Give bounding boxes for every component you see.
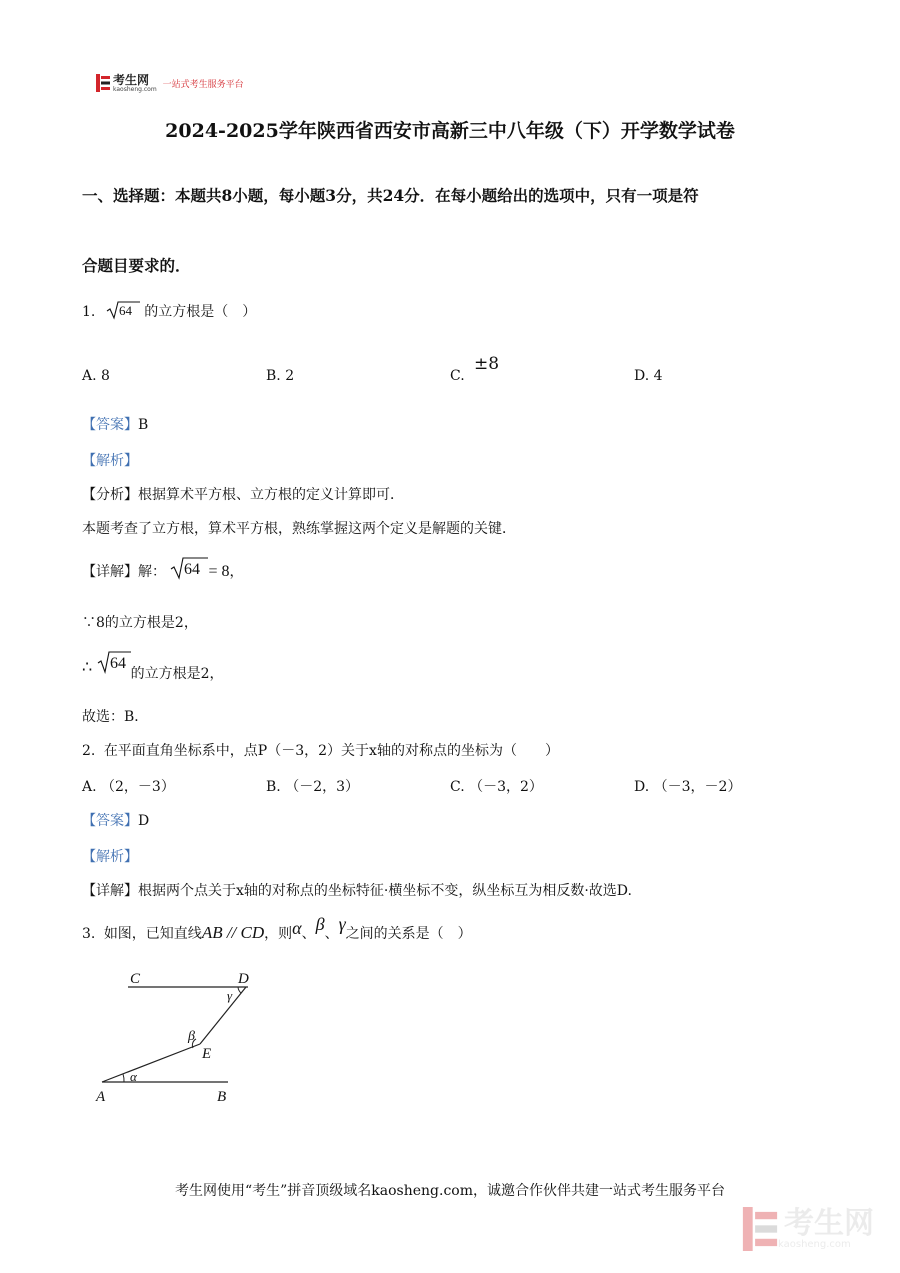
header-logo — [96, 72, 244, 94]
q3-number: 3. — [82, 926, 96, 942]
sqrt-sign-icon — [97, 650, 131, 674]
q1-detail-prefix: 解： — [138, 564, 166, 580]
q1-because-line — [82, 612, 198, 632]
q1-detail-radicand: 64 — [184, 561, 201, 578]
q2-stem-text: 在平面直角坐标系中，点P（－3，2）关于x轴的对称点的坐标为（ ） — [103, 743, 559, 759]
q1-therefore-radicand: 64 — [109, 655, 126, 672]
q3-alpha: α — [292, 918, 302, 938]
label-c: C — [130, 971, 141, 987]
q1-because-text: 8的立方根是2， — [96, 615, 198, 631]
segment-de — [200, 987, 246, 1044]
q1-fenxi-tag: 【分析】 — [82, 487, 138, 503]
q3-lines-math: AB // CD — [201, 923, 265, 942]
label-d: D — [238, 971, 249, 987]
q2-option-b: B. （－2，3） — [266, 779, 360, 795]
q3-gamma: γ — [338, 914, 346, 934]
therefore-symbol: ∴ — [82, 657, 93, 676]
q1-detail-eq: = 8 — [208, 563, 230, 580]
q1-detail-sqrt — [170, 556, 208, 580]
watermark-text: 考生网 — [784, 1205, 874, 1241]
q1-analysis-tag: 【解析】 — [82, 453, 138, 469]
q2-answer: D — [138, 813, 150, 829]
sqrt-sign-icon — [170, 556, 208, 580]
q1-option-a: A. 8 — [82, 368, 110, 384]
q1-detail-line — [82, 556, 243, 581]
q1-detail-suffix: ， — [229, 564, 244, 580]
label-b: B — [217, 1089, 227, 1105]
q3-stem-suffix: 之间的关系是（ ） — [345, 926, 472, 942]
segment-ea — [102, 1044, 200, 1082]
q1-fenxi: 根据算术平方根、立方根的定义计算即可． — [138, 487, 404, 503]
q1-therefore-text: 的立方根是2， — [130, 666, 224, 682]
q1-sqrt-expression — [106, 300, 140, 320]
q3-stem-mid: ，则 — [264, 926, 293, 942]
label-e: E — [202, 1046, 212, 1062]
watermark — [742, 1207, 874, 1251]
q3-stem — [82, 914, 472, 943]
logo-slogan: 一站式考生服务平台 — [162, 79, 244, 90]
gamma-arc — [238, 987, 241, 993]
q1-option-c-value: ±8 — [474, 354, 500, 374]
label-beta: β — [188, 1029, 195, 1044]
q1-answer: B — [138, 417, 149, 433]
because-symbol: ∵ — [82, 615, 96, 631]
q2-detail-line — [82, 880, 632, 900]
q2-detail: 根据两个点关于x轴的对称点的坐标特征·横坐标不变，纵坐标互为相反数·故选D. — [138, 883, 632, 899]
q1-radicand: 64 — [118, 303, 132, 318]
q1-option-b: B. 2 — [266, 368, 295, 384]
section-heading-line1: 一、选择题：本题共8小题，每小题3分，共24分．在每小题给出的选项中，只有一项是符 — [82, 186, 699, 205]
q2-option-d: D. （－3，－2） — [634, 779, 742, 795]
alpha-arc — [123, 1074, 124, 1082]
q1-answer-line — [82, 414, 148, 434]
label-a: A — [96, 1089, 106, 1105]
q1-choose: 故选：B． — [82, 709, 149, 725]
q1-note: 本题考查了立方根，算术平方根，熟练掌握这两个定义是解题的关键． — [82, 521, 516, 537]
q1-fenxi-line — [82, 484, 404, 504]
q3-sep-2: 、 — [324, 926, 339, 942]
q1-option-c-label: C. — [450, 368, 465, 384]
q3-stem-prefix: 如图，已知直线 — [103, 926, 202, 942]
sqrt-sign-icon — [106, 300, 140, 320]
q2-option-c: C. （－3，2） — [450, 779, 543, 795]
q1-detail-tag: 【详解】 — [82, 564, 138, 580]
section-heading-line2: 合题目要求的． — [82, 256, 191, 275]
watermark-logo-icon — [742, 1207, 778, 1251]
q2-option-a: A. （2，－3） — [82, 779, 175, 795]
logo-icon — [96, 74, 110, 92]
q1-stem-text: 的立方根是（ ） — [144, 304, 257, 320]
q2-answer-line — [82, 810, 149, 830]
q2-analysis-tag: 【解析】 — [82, 849, 138, 865]
q2-stem — [82, 740, 559, 760]
q2-detail-tag: 【详解】 — [82, 883, 138, 899]
label-gamma: γ — [227, 988, 233, 1003]
page-title: 2024-2025学年陕西省西安市高新三中八年级（下）开学数学试卷 — [165, 120, 735, 142]
q1-answer-tag: 【答案】 — [82, 417, 138, 433]
q1-therefore-sqrt — [97, 650, 131, 676]
watermark-domain: kaosheng.com — [778, 1238, 851, 1250]
logo-domain: kaosheng.com — [113, 85, 157, 93]
q3-sep-1: 、 — [301, 926, 316, 942]
page-footer: 考生网使用“考生”拼音顶级域名kaosheng.com，诚邀合作伙伴共建一站式考生服务平台 — [174, 1183, 726, 1199]
q3-beta: β — [315, 914, 325, 934]
label-alpha: α — [130, 1069, 137, 1084]
q3-figure — [88, 962, 268, 1108]
q2-number: 2. — [82, 743, 96, 759]
logo-brand: 考生网 — [113, 72, 150, 87]
q1-therefore-line — [82, 650, 224, 682]
q1-stem — [82, 300, 256, 321]
q1-number: 1. — [82, 304, 96, 320]
q1-option-d: D. 4 — [634, 368, 663, 384]
q2-answer-tag: 【答案】 — [82, 813, 138, 829]
